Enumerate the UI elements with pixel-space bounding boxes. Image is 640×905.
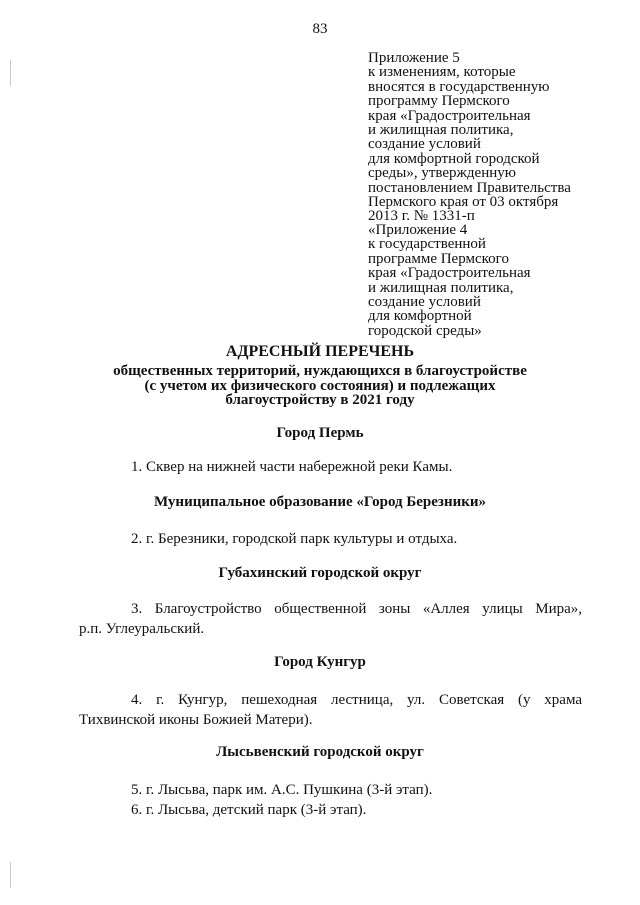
list-item: 2. г. Березники, городской парк культуры и отдыха. (131, 531, 458, 547)
appendix-line: края «Градостроительная (368, 265, 531, 282)
appendix-line: и жилищная политика, (368, 279, 514, 296)
appendix-line: городской среды» (368, 322, 482, 339)
appendix-5-block (368, 51, 618, 224)
appendix-line: «Приложение 4 (368, 222, 468, 238)
appendix-line: 2013 г. № 1331-п (368, 208, 475, 225)
document-title: АДРЕСНЫЙ ПЕРЕЧЕНЬ (225, 343, 415, 360)
section-heading: Муниципальное образование «Город Березники» (153, 494, 487, 510)
list-item (79, 690, 582, 730)
scan-edge-mark-bottom (10, 862, 11, 888)
appendix-line: и жилищная политика, (368, 122, 514, 139)
list-item: 1. Сквер на нижней части набережной реки Камы. (131, 459, 453, 475)
list-item: 5. г. Лысьва, парк им. А.С. Пушкина (3-й этап). (131, 782, 433, 798)
appendix-line: создание условий (368, 294, 481, 311)
appendix-line: к изменениям, которые (368, 64, 516, 81)
list-item-continuation: Тихвинской иконы Божией Матери). (79, 712, 313, 728)
list-item: 6. г. Лысьва, детский парк (3-й этап). (131, 802, 367, 818)
appendix-line: среды», утвержденную (368, 165, 516, 182)
section-heading: Лысьвенский городской округ (216, 744, 424, 760)
page-number: 83 (312, 21, 328, 37)
appendix-line: Приложение 5 (368, 50, 460, 66)
section-heading: Губахинский городской округ (218, 565, 422, 581)
document-subtitle (60, 364, 580, 408)
appendix-line: программу Пермского (368, 93, 510, 110)
list-item-continuation: р.п. Углеуральский. (79, 621, 205, 637)
appendix-4-block (368, 223, 618, 338)
appendix-line: для комфортной (368, 308, 472, 325)
appendix-line: для комфортной городской (368, 150, 540, 167)
appendix-line: к государственной (368, 236, 486, 253)
section-heading: Город Кунгур (274, 654, 366, 670)
appendix-line: края «Градостроительная (368, 107, 531, 124)
scan-edge-mark-top (10, 60, 11, 86)
list-item-line: 4. г. Кунгур, пешеходная лестница, ул. Советская (у храма (131, 692, 582, 708)
subtitle-line: благоустройству в 2021 году (225, 392, 415, 408)
appendix-line: создание условий (368, 136, 481, 153)
list-item (79, 599, 582, 639)
list-item-line: 3. Благоустройство общественной зоны «Аллея улицы Мира», (131, 601, 582, 617)
section-heading: Город Пермь (276, 425, 364, 441)
subtitle-line: общественных территорий, нуждающихся в благоустройстве (113, 363, 527, 379)
appendix-line: постановлением Правительства (368, 179, 571, 196)
subtitle-line: (с учетом их физического состояния) и подлежащих (144, 377, 496, 394)
appendix-line: Пермского края от 03 октября (368, 194, 559, 211)
appendix-line: программе Пермского (368, 250, 509, 267)
appendix-line: вносятся в государственную (368, 78, 550, 95)
